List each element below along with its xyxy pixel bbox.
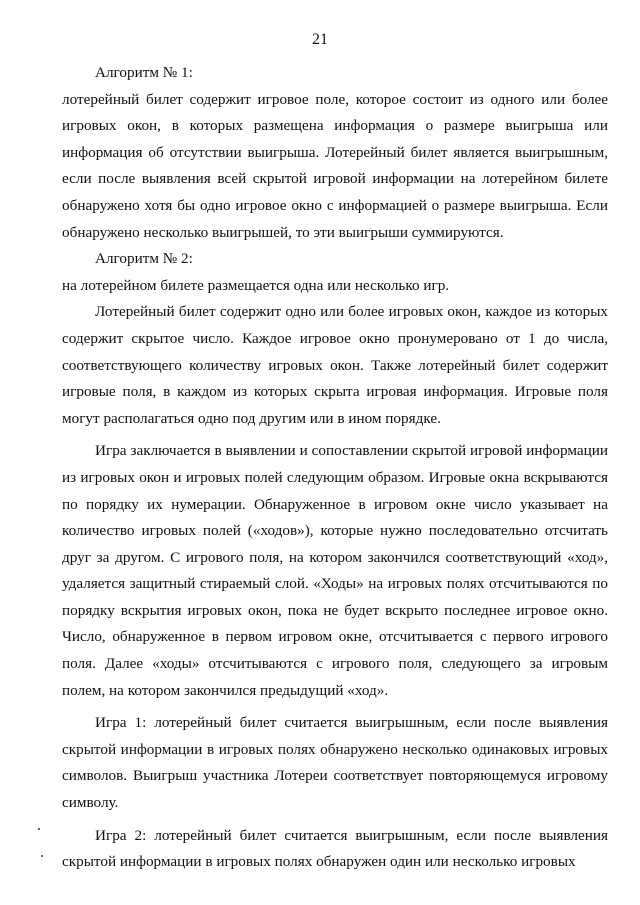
game-1-paragraph: Игра 1: лотерейный билет считается выигрышным, если после выявления скрытой информации в игровых полях обнаружено несколько одинаковых игровых символов. Выигрыш участника Лотереи соответствует повторяющемуся игровому символу. (62, 714, 608, 812)
game-rules-paragraph: Игра заключается в выявлении и сопоставлении скрытой игровой информации из игровых окон и игровых полей следующим образом. Игровые окна вскрываются по порядку их нумерации. Обнаруженное в игровом окне число указывает на количество игровых полей («ходов»), которые нужно последовательно отсчитать друг за другом. С игрового поля, на котором закончился соответствующий «ход», удаляется защитный стираемый слой. «Ходы» на игровых полях отсчитываются по порядку вскрытия игровых окон, пока не будет вскрыто последнее игровое окно. Число, обнаруженное в первом игровом окне, отсчитывается с первого игрового поля. Далее «ходы» отсчитываются с игрового поля, следующего за игровым полем, на котором закончился предыдущий «ход». (62, 442, 608, 699)
scan-speck (41, 855, 43, 857)
document-body (62, 60, 608, 876)
game-windows-paragraph: Лотерейный билет содержит одно или более игровых окон, каждое из которых содержит скрытое число. Каждое игровое окно пронумеровано от 1 до числа, соответствующего количеству игровых окон. Также лотерейный билет содержит игровые поля, в каждом из которых скрыта игровая информация. Игровые поля могут располагаться одно под другим или в ином порядке. (62, 303, 608, 427)
scan-speck (38, 828, 40, 830)
algorithm-1-heading: Алгоритм № 1: (95, 64, 193, 81)
algorithm-2-heading: Алгоритм № 2: (95, 250, 193, 268)
algorithm-2-description: на лотерейном билете размещается одна или несколько игр. (62, 276, 450, 294)
algorithm-1-description: лотерейный билет содержит игровое поле, которое состоит из одного или более игровых окон, в которых размещена информация о размере выигрыша или информация об отсутствии выигрыша. Лотерейный билет является выигрышным, если после выявления всей скрытой игровой информации на лотерейном билете обнаружено хотя бы одно игровое окно с информацией о размере выигрыша. Если обнаружено несколько выигрышей, то эти выигрыши суммируются. (62, 90, 608, 241)
game-2-paragraph: Игра 2: лотерейный билет считается выигрышным, если после выявления скрытой информации в игровых полях обнаружен один или несколько игровых (62, 826, 608, 871)
page-number: 21 (312, 31, 328, 48)
